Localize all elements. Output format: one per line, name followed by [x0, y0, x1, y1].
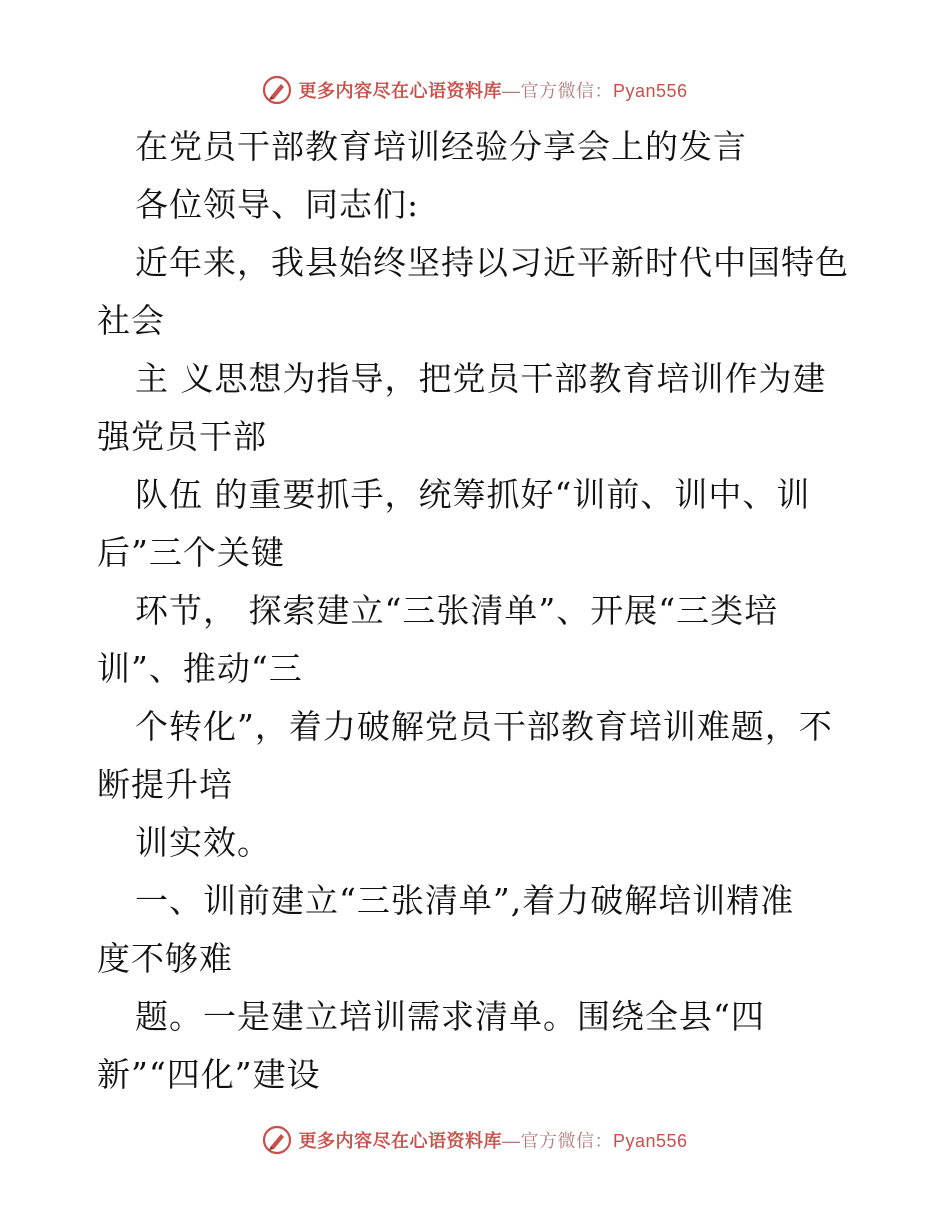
paragraph-line: 强党员干部	[97, 417, 267, 456]
paragraph-line: 新”“四化”建设	[97, 1055, 321, 1094]
watermark-main-text: 更多内容尽在心语资料库	[298, 1131, 502, 1151]
pen-logo-icon	[262, 1125, 292, 1155]
paragraph-line: 近年来，我县始终坚持以习近平新时代中国特色	[135, 243, 849, 282]
section-heading-line: 一、训前建立“三张清单”,着力破解培训精准	[135, 881, 795, 920]
watermark-text	[298, 77, 687, 103]
watermark-main-text: 更多内容尽在心语资料库	[298, 81, 502, 101]
watermark-separator: —	[501, 81, 521, 101]
watermark-wechat-label: 官方微信：	[520, 1131, 613, 1151]
paragraph-line: 训实效。	[135, 823, 271, 862]
paragraph-line: 题。一是建立培训需求清单。围绕全县“四	[135, 997, 765, 1036]
paragraph-line: 社会	[97, 301, 165, 340]
paragraph-line: 队伍 的重要抓手，统筹抓好“训前、训中、训	[135, 475, 811, 514]
footer-watermark	[0, 1120, 950, 1160]
paragraph-line: 后”三个关键	[97, 533, 285, 572]
paragraph-line: 环节， 探索建立“三张清单”、开展“三类培	[135, 591, 779, 630]
paragraph-line: 训”、推动“三	[97, 649, 303, 688]
watermark-text	[298, 1127, 687, 1153]
paragraph-line: 主 义思想为指导，把党员干部教育培训作为建	[135, 359, 827, 398]
document-title: 在党员干部教育培训经验分享会上的发言	[135, 127, 747, 166]
watermark-wechat-account: Pyan556	[612, 81, 688, 101]
section-heading-line: 度不够难	[97, 939, 233, 978]
header-watermark	[0, 70, 950, 110]
paragraph-line: 断提升培	[97, 765, 233, 804]
watermark-separator: —	[501, 1131, 521, 1151]
watermark-wechat-label: 官方微信：	[520, 81, 613, 101]
paragraph-line: 个转化”，着力破解党员干部教育培训难题，不	[135, 707, 833, 746]
watermark-wechat-account: Pyan556	[612, 1131, 688, 1151]
salutation: 各位领导、同志们:	[135, 185, 420, 224]
pen-logo-icon	[262, 75, 292, 105]
